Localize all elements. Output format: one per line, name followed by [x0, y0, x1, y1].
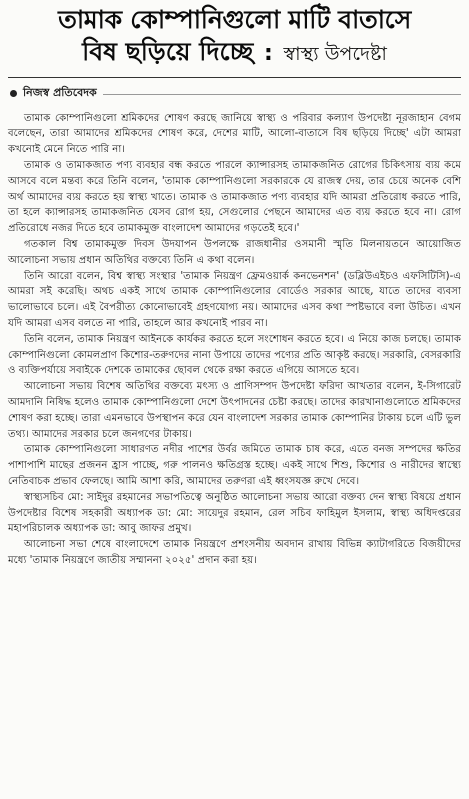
paragraph: আলোচনা সভা শেষে বাংলাদেশে তামাক নিয়ন্ত্রণে প্রশংসনীয় অবদান রাখায় বিভিন্ন ক্যাটাগরিতে বিজয়ীদের মধ্যে 'তামাক নিয়ন্ত্রণে জাতীয় সম্মাননা ২০২৫' প্রদান করা হয়।	[8, 539, 461, 566]
paragraph: তামাক কোম্পানিগুলো শ্রমিকদের শোষণ করছে জানিয়ে স্বাস্থ্য ও পরিবার কল্যাণ উপদেষ্টা নূরজাহান বেগম বলেছেন, তারা আমাদের শ্রমিকদের শোষণ করে, দেশের মাটি, আলো-বাতাসে বিষ ছড়িয়ে দিচ্ছে' এটা আমরা কখনোই মেনে নিতে পারি না।	[8, 112, 461, 156]
article-body	[8, 111, 461, 569]
headline	[8, 6, 461, 67]
headline-separator: :	[263, 41, 273, 66]
byline-text: নিজস্ব প্রতিবেদক	[23, 85, 97, 99]
paragraph: আলোচনা সভায় বিশেষ অতিথির বক্তব্যে মৎস্য ও প্রাণিসম্পদ উপদেষ্টা ফরিদা আখতার বলেন, ই-সিগারেট আমদানি নিষিদ্ধ হলেও তামাক কোম্পানিগুলো দেশে উৎপাদনের চেষ্টা করছে। তাদের কারখানাগুলোতে শ্রমিকদের শোষণ করা হচ্ছে। তারা এমনভাবে উপস্থাপন করে যেন বাংলাদেশ সরকার তামাক কোম্পানির টাকায় চলে এটি ভুল তথ্য। আমাদের সরকার চলে জনগণের টাকায়।	[8, 381, 461, 440]
paragraph: গতকাল বিশ্ব তামাকমুক্ত দিবস উদযাপন উপলক্ষে রাজধানীর ওসমানী স্মৃতি মিলনায়তনে আয়োজিত আলোচনা সভায় প্রধান অতিথির বক্তব্যে তিনি এ কথা বলেন।	[8, 239, 461, 266]
byline	[8, 77, 461, 103]
paragraph: স্বাস্থ্যসচিব মো: সাইদুর রহমানের সভাপতিত্বে অনুষ্ঠিত আলোচনা সভায় আরো বক্তব্য দেন স্বাস্থ্য বিষয়ে প্রধান উপদেষ্টার বিশেষ সহকারী অধ্যাপক ডা: মো: সায়েদুর রহমান, রেল সচিব ফাহিমুল ইসলাম, স্বাস্থ্য অধিদপ্তরের মহাপরিচালক অধ্যাপক ডা: আবু জাফর প্রমুখ।	[8, 491, 461, 535]
paragraph: তিনি বলেন, তামাক নিয়ন্ত্রণ আইনকে কার্যকর করতে হলে সংশোধন করতে হবে। এ নিয়ে কাজ চলছে। তামাক কোম্পানিগুলো কোমলপ্রাণ কিশোর-তরুণদের নানা উপায়ে তাদের পণ্যের প্রতি আকৃষ্ট করছে। সরকারি, বেসরকারি ও ব্যক্তিপর্যায়ে সবাইকে দেশকে তামাকের ছোবল থেকে রক্ষা করতে এগিয়ে আসতে হবে।	[8, 333, 461, 377]
headline-attribution: স্বাস্থ্য উপদেষ্টা	[283, 43, 387, 65]
headline-line-2	[8, 38, 461, 67]
headline-main: বিষ ছড়িয়ে দিচ্ছে	[82, 37, 254, 66]
bullet-icon	[10, 90, 17, 97]
paragraph: তামাক কোম্পানিগুলো সাধারণত নদীর পাশের উর্বর জমিতে তামাক চাষ করে, এতে বনজ সম্পদের ক্ষতির পাশাপাশি মাছের প্রজনন হ্রাস পাচ্ছে, গরু পালনও ক্ষতিগ্রস্ত হচ্ছে। একই সাথে শিশু, কিশোর ও নারীদের স্বাস্থ্যে নেতিবাচক প্রভাব ফেলছে। আমি আশা করি, আমাদের তরুণরা এই ধ্বংসযজ্ঞ রুখে দেবে।	[8, 444, 461, 487]
headline-line-1: তামাক কোম্পানিগুলো মাটি বাতাসে	[58, 5, 411, 34]
paragraph: তিনি আরো বলেন, বিশ্ব স্বাস্থ্য সংস্থার 'তামাক নিয়ন্ত্রণ ফ্রেমওয়ার্ক কনভেনশন' (ডব্লিউএইচও এফসিটিসি)-এ আমরা সই করেছি। অথচ একই সাথে তামাক কোম্পানিগুলোর বোর্ডেও সরকার আছে, যাতে তাদের ব্যবসা ভালোভাবে চলে। এই বৈপরীত্য কোনোভাবেই গ্রহণযোগ্য নয়। আমাদের এসব কথা স্পষ্টভাবে বলা উচিত। এখন যদি আমরা এসব বলতে না পারি, তাহলে আর কখনোই পারব না।	[8, 270, 461, 329]
paragraph: তামাক ও তামাকজাত পণ্য ব্যবহার বন্ধ করতে পারলে ক্যান্সারসহ তামাকজনিত রোগের চিকিৎসায় ব্যয় কমে আসবে বলে মন্তব্য করে তিনি বলেন, 'তামাক কোম্পানিগুলো সরকারকে যে রাজস্ব দেয়, তার চেয়ে অনেক বেশি অর্থ আমাদের ব্যয় করতে হয় স্বাস্থ্য খাতে। তামাক ও তামাকজাত পণ্য ব্যবহার যদি আমরা প্রতিরোধ করতে পারি, তা হলে ক্যান্সারসহ তামাকজনিত যেসব রোগ হয়, সেগুলোর পেছনে আমাদের এত ব্যয় করতে হবে না। রোগ প্রতিরোধে নজর দিতে হবে তামাকমুক্ত বাংলাদেশ আমাদের গড়তেই হবে।'	[8, 160, 461, 235]
byline-divider	[103, 94, 461, 95]
